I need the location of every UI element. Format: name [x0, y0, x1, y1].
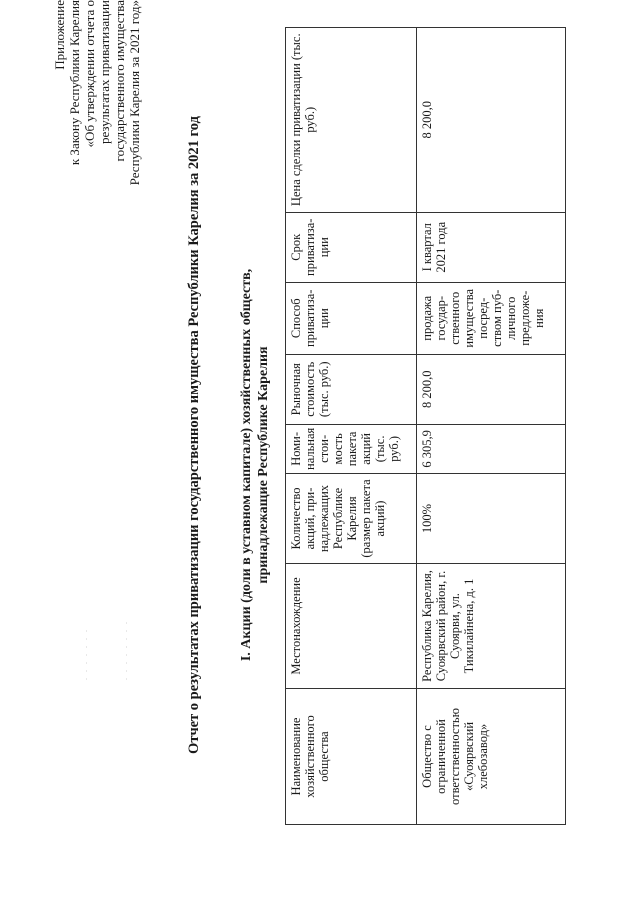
appendix-line: государственного имущества: [112, 0, 127, 162]
header-market-value: Рыночная стоимость (тыс. руб.): [286, 354, 417, 424]
header-term: Срок приватиза-ции: [286, 212, 417, 282]
cell-location: Республика Карелия, Суоярвский район, г. Суоярви, ул. Тикилайнена, д. 1: [417, 564, 566, 689]
appendix-block: [52, 0, 142, 245]
appendix-line: Приложение: [52, 0, 67, 70]
header-share-count: Количество акций, при-надлежащих Республике Карелия (размер пакета акций): [286, 474, 417, 564]
cell-share-count: 100%: [417, 474, 566, 564]
cell-method: продажа государ-ственного имущества посред-ством пуб-личного предложе-ния: [417, 282, 566, 354]
scan-noise: . . . . . . . .: [120, 620, 129, 680]
section-title: [238, 255, 272, 675]
table-row: [417, 27, 566, 824]
header-company-name: Наименование хозяйственного общества: [286, 689, 417, 825]
section-title-line: принадлежащие Республике Карелия: [256, 346, 271, 584]
header-location: Местонахождение: [286, 564, 417, 689]
privatization-table: [285, 27, 566, 825]
appendix-line: к Закону Республики Карелия: [67, 0, 82, 166]
cell-nominal-value: 6 305,9: [417, 424, 566, 473]
cell-market-value: 8 200,0: [417, 354, 566, 424]
appendix-line: Республики Карелия за 2021 год»: [127, 0, 142, 186]
section-title-line: I. Акции (доли в уставном капитале) хозяйственных обществ,: [239, 268, 254, 662]
cell-term: I квартал 2021 года: [417, 212, 566, 282]
appendix-line: результатах приватизации: [97, 0, 112, 145]
cell-deal-price: 8 200,0: [417, 27, 566, 212]
cell-company-name: Общество с ограниченной ответственностью «Суоярвский хлебозавод»: [417, 689, 566, 825]
appendix-line: «Об утверждении отчета о: [82, 0, 97, 148]
header-method: Способ приватиза-ции: [286, 282, 417, 354]
table-header-row: [286, 27, 417, 824]
document-title: Отчет о результатах приватизации государственного имущества Республики Карелия за 2021 год: [186, 116, 202, 754]
scan-noise: . . . . . . .: [80, 628, 89, 680]
header-deal-price: Цена сделки приватизации (тыс. руб.): [286, 27, 417, 212]
header-nominal-value: Номи-нальная стои-мость пакета акций (тыс. руб.): [286, 424, 417, 473]
